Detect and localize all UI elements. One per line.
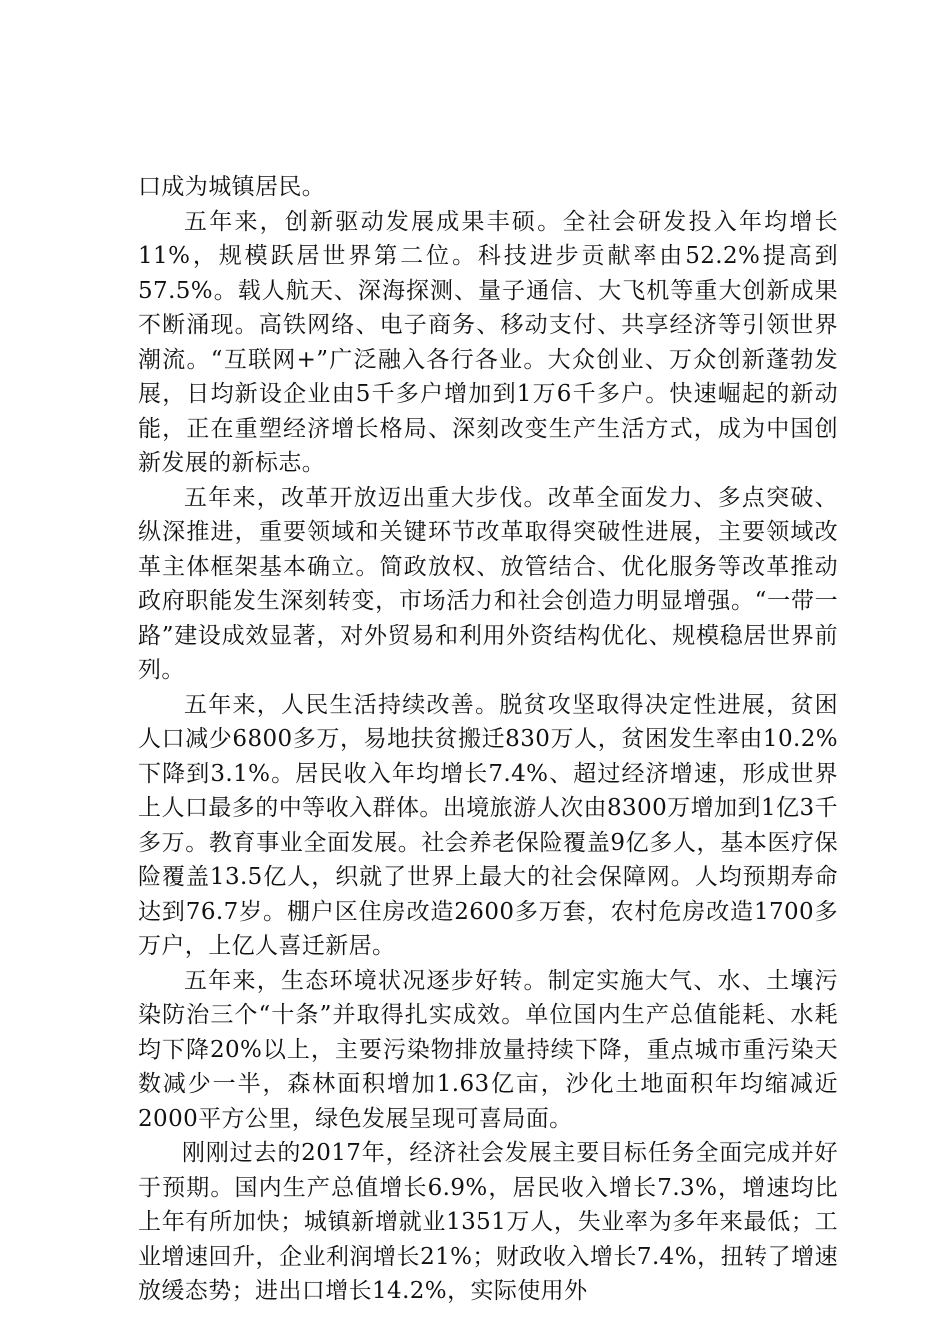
paragraph-environment: 五年来，生态环境状况逐步好转。制定实施大气、水、土壤污染防治三个“十条”并取得扎实成效。单位国内生产总值能耗、水耗均下降20%以上，主要污染物排放量持续下降，重点城市重污染天数减少一半，森林面积增加1.63亿亩，沙化土地面积年均缩减近2000平方公里，绿色发展呈现可喜局面。 [138, 967, 838, 1132]
paragraph-innovation: 五年来，创新驱动发展成果丰硕。全社会研发投入年均增长11%，规模跃居世界第二位。科技进步贡献率由52.2%提高到57.5%。载人航天、深海探测、量子通信、大飞机等重大创新成果不断涌现。高铁网络、电子商务、移动支付、共享经济等引领世界潮流。“互联网+”广泛融入各行各业。大众创业、万众创新蓬勃发展，日均新设企业由5千多户增加到1万6千多户。快速崛起的新动能，正在重塑经济增长格局、深刻改变生产生活方式，成为中国创新发展的新标志。 [138, 208, 838, 476]
paragraph-continuation: 口成为城镇居民。 [138, 174, 326, 200]
paragraph-livelihood: 五年来，人民生活持续改善。脱贫攻坚取得决定性进展，贫困人口减少6800多万，易地扶贫搬迁830万人，贫困发生率由10.2%下降到3.1%。居民收入年均增长7.4%、超过经济增速，形成世界上人口最多的中等收入群体。出境旅游人次由8300万增加到1亿3千多万。教育事业全面发展。社会养老保险覆盖9亿多人，基本医疗保险覆盖13.5亿人，织就了世界上最大的社会保障网。人均预期寿命达到76.7岁。棚户区住房改造2600多万套，农村危房改造1700多万户，上亿人喜迁新居。 [138, 691, 838, 959]
paragraph-reform: 五年来，改革开放迈出重大步伐。改革全面发力、多点突破、纵深推进，重要领域和关键环节改革取得突破性进展，主要领域改革主体框架基本确立。简政放权、放管结合、优化服务等改革推动政府职能发生深刻转变，市场活力和社会创造力明显增强。“一带一路”建设成效显著，对外贸易和利用外资结构优化、规模稳居世界前列。 [138, 484, 838, 683]
paragraph-2017-summary: 刚刚过去的2017年，经济社会发展主要目标任务全面完成并好于预期。国内生产总值增长6.9%，居民收入增长7.3%，增速均比上年有所加快；城镇新增就业1351万人，失业率为多年来最低；工业增速回升，企业利润增长21%；财政收入增长7.4%，扭转了增速放缓态势；进出口增长14.2%，实际使用外 [138, 1140, 838, 1304]
document-body [138, 170, 838, 1309]
